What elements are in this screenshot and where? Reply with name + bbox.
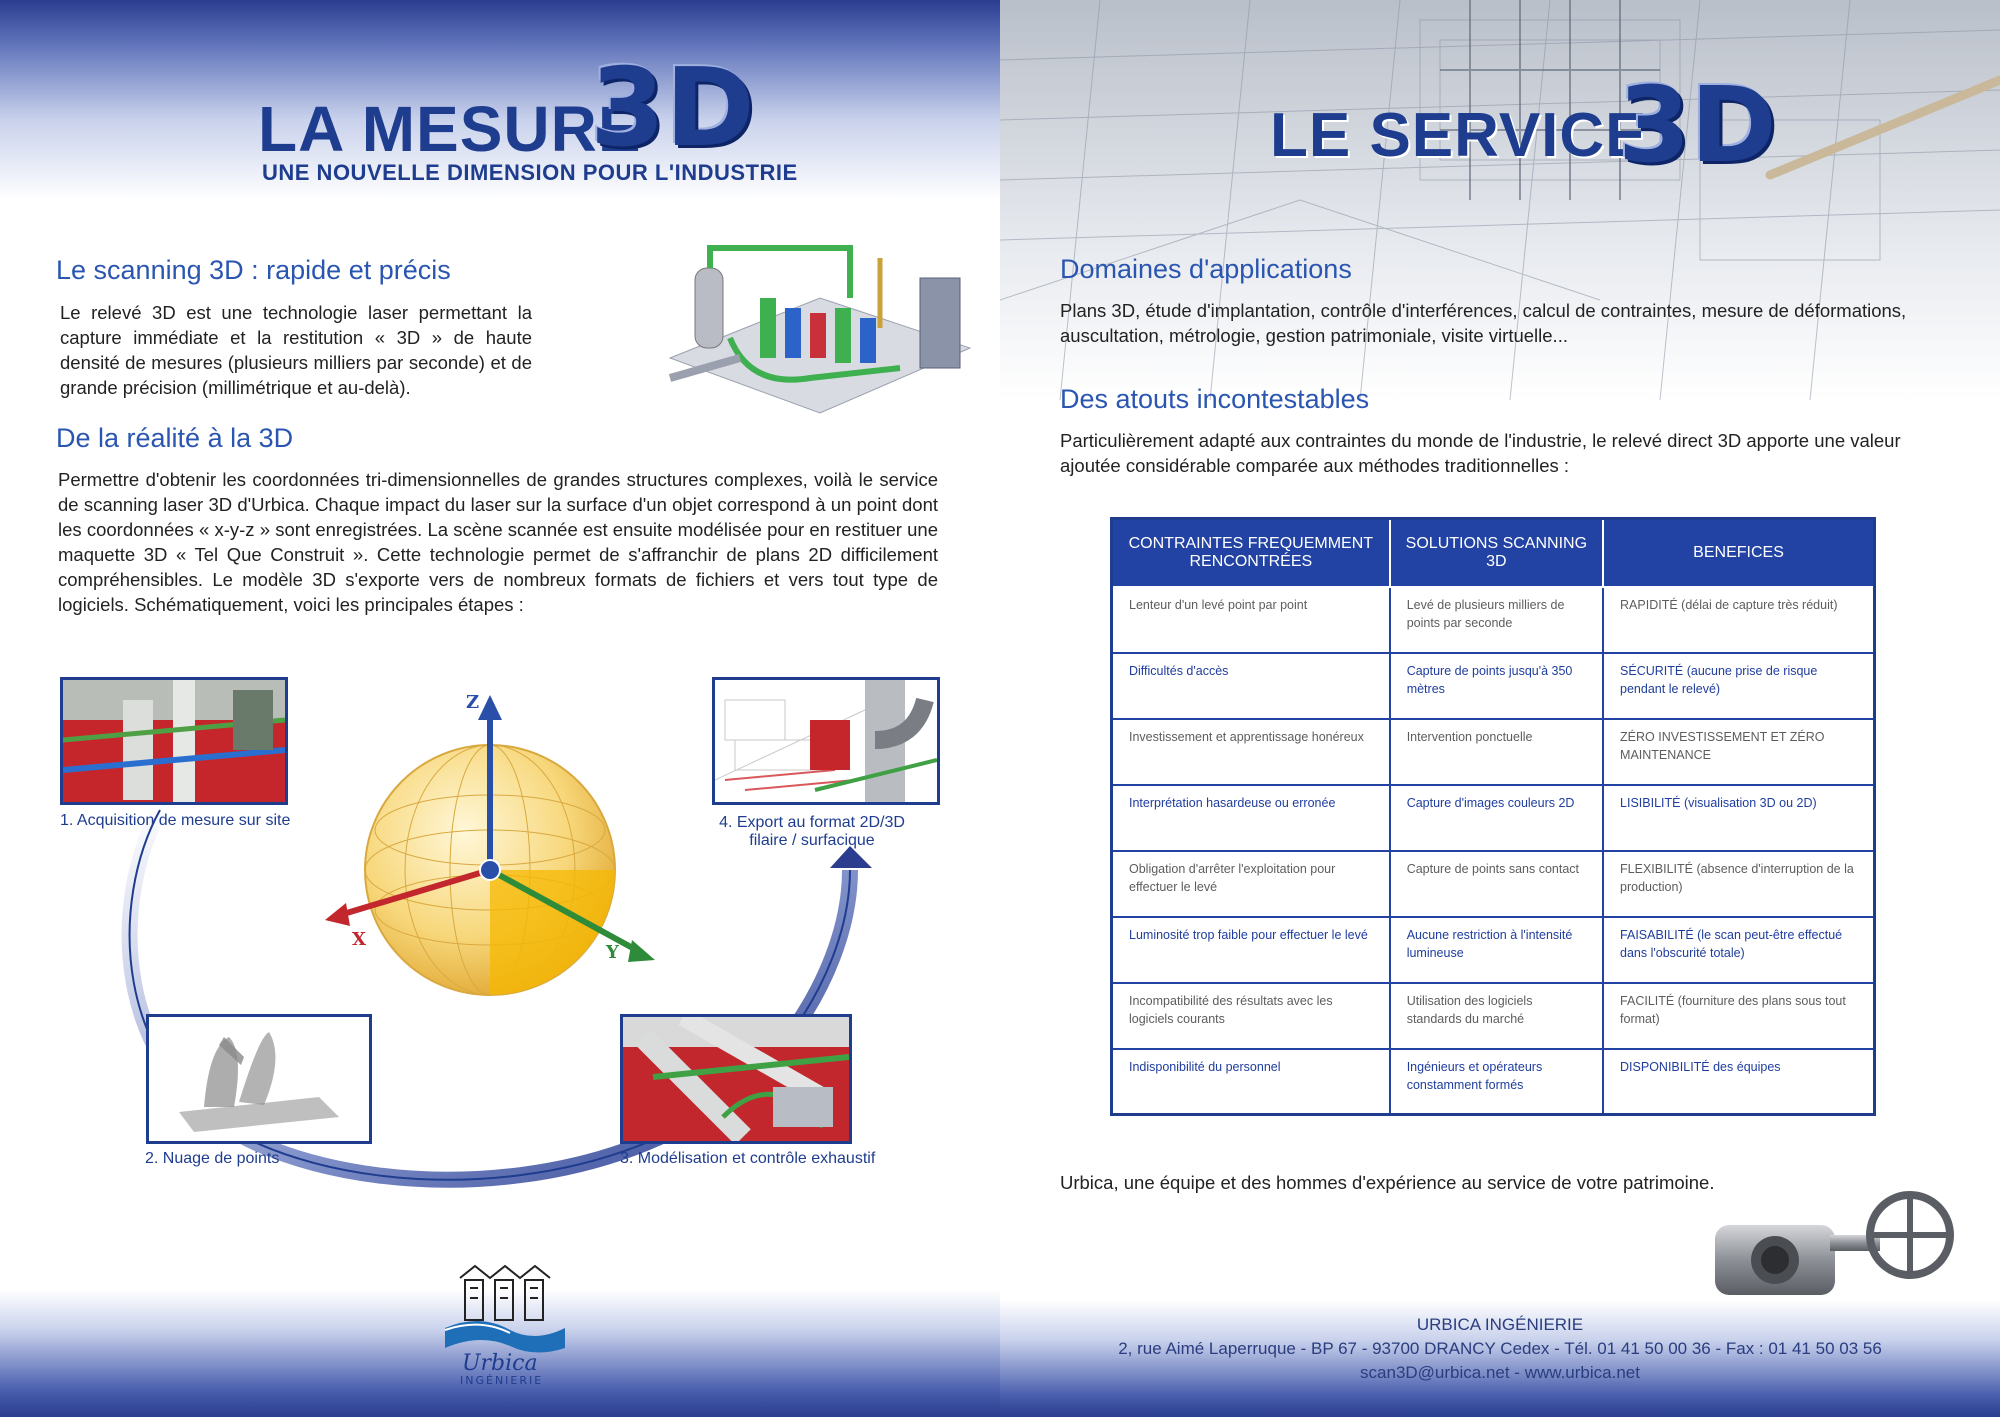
table-cell: Lenteur d'un levé point par point — [1112, 587, 1390, 653]
domains-heading: Domaines d'applications — [1060, 254, 1352, 284]
atouts-body: Particulièrement adapté aux contraintes du monde de l'industrie, le relevé direct 3D apporte une valeur ajoutée considérable comparée aux méthodes traditionnelles : — [1060, 430, 1901, 476]
table-cell: FLEXIBILITÉ (absence d'interruption de la production) — [1603, 851, 1874, 917]
benefits-table — [1110, 517, 1876, 1116]
table-cell: Capture de points jusqu'à 350 mètres — [1390, 653, 1603, 719]
table-header-cell: SOLUTIONS SCANNING 3D — [1390, 519, 1603, 587]
svg-text:Urbica: Urbica — [462, 1351, 538, 1376]
valve-image — [1705, 1175, 1955, 1315]
table-cell: Aucune restriction à l'intensité lumineuse — [1390, 917, 1603, 983]
table-cell: Capture d'images couleurs 2D — [1390, 785, 1603, 851]
table-row — [1112, 851, 1875, 917]
closing-tagline: Urbica, une équipe et des hommes d'expérience au service de votre patrimoine. — [1060, 1172, 1715, 1193]
table-row — [1112, 983, 1875, 1049]
left-title-3d: 3D — [590, 46, 755, 171]
table-cell: Levé de plusieurs milliers de points par seconde — [1390, 587, 1603, 653]
table-cell: FAISABILITÉ (le scan peut-être effectué dans l'obscurité totale) — [1603, 917, 1874, 983]
table-cell: DISPONIBILITÉ des équipes — [1603, 1049, 1874, 1115]
table-row — [1112, 587, 1875, 653]
xyz-sphere-diagram — [310, 690, 670, 1010]
left-subtitle: UNE NOUVELLE DIMENSION POUR L'INDUSTRIE — [262, 160, 798, 185]
right-title-main: LE SERVICE — [1270, 101, 1648, 170]
step2-caption: 2. Nuage de points — [145, 1150, 280, 1167]
left-section1-body: Le relevé 3D est une technologie laser permettant la capture immédiate et la restitution « 3D » de haute densité de mesures (plusieurs milliers par seconde) et de grande précision (millimétrique et au-delà). — [60, 302, 532, 398]
step4-caption: 4. Export au format 2D/3D filaire / surfacique — [719, 814, 905, 849]
axis-y-label: Y — [606, 942, 619, 963]
table-header-cell: BENEFICES — [1603, 519, 1874, 587]
left-section1-heading: Le scanning 3D : rapide et précis — [56, 255, 451, 285]
table-cell: LISIBILITÉ (visualisation 3D ou 2D) — [1603, 785, 1874, 851]
table-cell: SÉCURITÉ (aucune prise de risque pendant le relevé) — [1603, 653, 1874, 719]
footer-contact: scan3D@urbica.net - www.urbica.net — [1360, 1363, 1640, 1382]
svg-text:INGÉNIERIE: INGÉNIERIE — [460, 1374, 544, 1387]
table-cell: Difficultés d'accès — [1112, 653, 1390, 719]
right-page — [1000, 0, 2000, 1417]
domains-body: Plans 3D, étude d'implantation, contrôle d'interférences, calcul de contraintes, mesure de déformations, auscultation, métrologie, gestion patrimoniale, visite virtuelle... — [1060, 300, 1907, 346]
table-header-cell: CONTRAINTES FREQUEMMENT RENCONTRÉES — [1112, 519, 1390, 587]
table-cell: Luminosité trop faible pour effectuer le levé — [1112, 917, 1390, 983]
table-cell: FACILITÉ (fourniture des plans sous tout format) — [1603, 983, 1874, 1049]
left-section2-heading: De la réalité à la 3D — [56, 423, 294, 453]
table-cell: Investissement et apprentissage honéreux — [1112, 719, 1390, 785]
left-title-main: LA MESURE — [258, 93, 642, 165]
table-cell: Incompatibilité des résultats avec les logiciels courants — [1112, 983, 1390, 1049]
table-cell: Ingénieurs et opérateurs constamment formés — [1390, 1049, 1603, 1115]
urbica-logo — [440, 1258, 570, 1388]
axis-x-label: X — [352, 929, 366, 950]
table-cell: Capture de points sans contact — [1390, 851, 1603, 917]
table-row — [1112, 785, 1875, 851]
table-cell: Obligation d'arrêter l'exploitation pour effectuer le levé — [1112, 851, 1390, 917]
atouts-heading: Des atouts incontestables — [1060, 384, 1370, 414]
table-row — [1112, 653, 1875, 719]
table-cell: ZÉRO INVESTISSEMENT ET ZÉRO MAINTENANCE — [1603, 719, 1874, 785]
table-row — [1112, 1049, 1875, 1115]
step3-thumbnail — [620, 1014, 852, 1144]
table-cell: Interprétation hasardeuse ou erronée — [1112, 785, 1390, 851]
table-cell: RAPIDITÉ (délai de capture très réduit) — [1603, 587, 1874, 653]
left-section2-body: Permettre d'obtenir les coordonnées tri-dimensionnelles de grandes structures complexes, voilà le service de scanning laser 3D d'Urbica. Chaque impact du laser sur la surface d'un objet correspond à un point dont les coordonnées « x-y-z » sont enregistrées. La scène scannée est ensuite modélisée pour en restituer une maquette 3D « Tel Que Construit ». Cette technologie permet de s'affranchir de plans 2D difficilement compréhensibles. Le modèle 3D s'exporte vers de nombreux formats de fichiers et vers tout type de logiciels. Schématiquement, voici les principales étapes : — [58, 469, 938, 615]
table-cell: Intervention ponctuelle — [1390, 719, 1603, 785]
step4-thumbnail — [712, 677, 940, 805]
footer-address: 2, rue Aimé Laperruque - BP 67 - 93700 DRANCY Cedex - Tél. 01 41 50 00 36 - Fax : 01 41 50 03 56 — [1118, 1339, 1882, 1358]
step2-thumbnail — [146, 1014, 372, 1144]
footer-company: URBICA INGÉNIERIE — [1416, 1315, 1584, 1334]
step1-caption: 1. Acquisition de mesure sur site — [60, 812, 291, 829]
right-title-3d: 3D — [1618, 64, 1777, 186]
table-row — [1112, 719, 1875, 785]
table-cell: Utilisation des logiciels standards du marché — [1390, 983, 1603, 1049]
step3-caption: 3. Modélisation et contrôle exhaustif — [620, 1150, 876, 1167]
table-header-row — [1112, 519, 1875, 587]
axis-z-label: Z — [466, 692, 480, 713]
table-cell: Indisponibilité du personnel — [1112, 1049, 1390, 1115]
step1-thumbnail — [60, 677, 288, 805]
table-row — [1112, 917, 1875, 983]
